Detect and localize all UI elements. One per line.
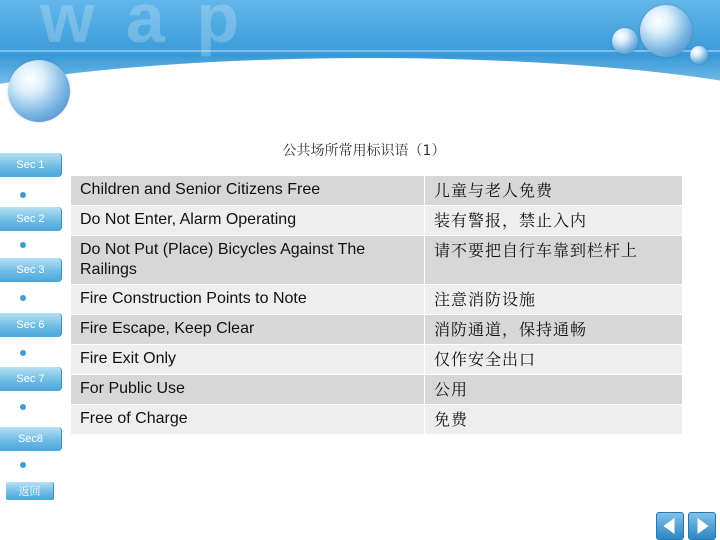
nav-sec-3-label: Sec 3 xyxy=(16,264,45,276)
nav-connector-dot xyxy=(20,462,26,468)
table-row xyxy=(71,345,683,375)
phrase-table xyxy=(70,175,683,435)
page-title: SECTION 4 xyxy=(289,62,431,92)
nav-sec-2-label: Sec 2 xyxy=(16,213,45,225)
nav-sec-6-label: Sec 6 xyxy=(16,319,45,331)
banner-watermark: w a p xyxy=(40,0,246,57)
chinese-cell: 消防通道，保持通畅 xyxy=(425,315,683,345)
table-row xyxy=(71,405,683,435)
bubble-decoration-small xyxy=(690,46,708,64)
table-title: 公共场所常用标识语（1） xyxy=(282,143,446,159)
english-cell: Fire Exit Only xyxy=(71,345,425,375)
chinese-cell: 儿童与老人免费 xyxy=(425,176,683,206)
chinese-cell: 请不要把自行车靠到栏杆上 xyxy=(425,236,683,285)
next-slide-button[interactable] xyxy=(688,512,716,540)
back-button-label: 返回 xyxy=(18,486,41,498)
english-cell: Free of Charge xyxy=(71,405,425,435)
nav-sec-1-label: Sec 1 xyxy=(16,159,45,171)
english-cell: Fire Construction Points to Note xyxy=(71,285,425,315)
nav-sec-7-button[interactable] xyxy=(0,367,62,391)
arrow-right-icon xyxy=(698,518,709,534)
nav-connector-dot xyxy=(20,295,26,301)
table-row xyxy=(71,176,683,206)
nav-connector-dot xyxy=(20,192,26,198)
chinese-cell: 免费 xyxy=(425,405,683,435)
nav-sec-8-button[interactable] xyxy=(0,427,62,451)
english-cell: Do Not Enter, Alarm Operating xyxy=(71,206,425,236)
nav-sec-6-button[interactable] xyxy=(0,313,62,337)
table-row xyxy=(71,375,683,405)
table-row xyxy=(71,206,683,236)
arrow-left-icon xyxy=(664,518,675,534)
nav-sec-2-button[interactable] xyxy=(0,207,62,231)
chinese-cell: 仅作安全出口 xyxy=(425,345,683,375)
table-row xyxy=(71,236,683,285)
nav-connector-dot xyxy=(20,242,26,248)
nav-connector-dot xyxy=(20,404,26,410)
previous-slide-button[interactable] xyxy=(656,512,684,540)
bubble-decoration-medium xyxy=(612,28,638,54)
english-cell: Children and Senior Citizens Free xyxy=(71,176,425,206)
banner-divider xyxy=(0,50,720,52)
english-cell: Fire Escape, Keep Clear xyxy=(71,315,425,345)
nav-sec-3-button[interactable] xyxy=(0,258,62,282)
bubble-decoration-large xyxy=(640,5,692,57)
nav-connector-dot xyxy=(20,350,26,356)
back-button[interactable] xyxy=(6,482,54,500)
english-cell: For Public Use xyxy=(71,375,425,405)
chinese-cell: 公用 xyxy=(425,375,683,405)
header-banner xyxy=(0,0,720,125)
nav-sec-8-label: Sec8 xyxy=(17,433,44,445)
table-row xyxy=(71,285,683,315)
table-row xyxy=(71,315,683,345)
chinese-cell: 注意消防设施 xyxy=(425,285,683,315)
english-cell: Do Not Put (Place) Bicycles Against The Railings xyxy=(71,236,425,285)
bubble-decoration-left xyxy=(8,60,70,122)
chinese-cell: 装有警报，禁止入内 xyxy=(425,206,683,236)
nav-sec-7-label: Sec 7 xyxy=(16,373,45,385)
